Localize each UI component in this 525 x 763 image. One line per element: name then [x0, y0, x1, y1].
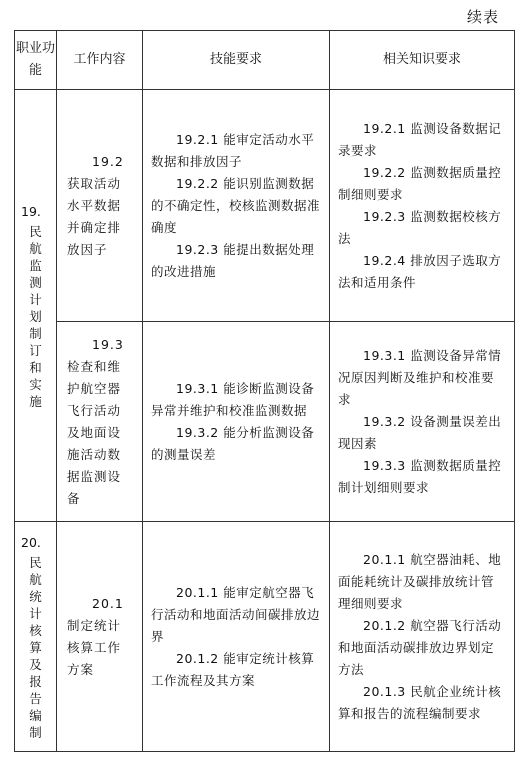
standards-table: [14, 30, 515, 752]
knowledge-item: 20.1.2 航空器飞行活动和地面活动碳排放边界划定方法: [338, 617, 502, 677]
function-number: 20.: [21, 535, 41, 550]
header-knowledge: 相关知识要求: [330, 31, 515, 90]
header-work-content: 工作内容: [57, 31, 143, 90]
knowledge-item: 19.2.4 排放因子选取方法和适用条件: [338, 252, 502, 290]
skill-item: 19.3.2 能分析监测设备的测量误差: [151, 424, 315, 462]
knowledge-cell: [330, 322, 515, 522]
work-content-text: 19.2 获取活动水平数据并确定排放因子: [67, 153, 138, 257]
skill-item: 19.3.1 能诊断监测设备异常并维护和校准监测数据: [151, 380, 315, 418]
knowledge-item: 19.2.2 监测数据质量控制细则要求: [338, 164, 502, 202]
work-content-cell: [57, 322, 143, 522]
skill-item: 20.1.2 能审定统计核算工作流程及其方案: [151, 650, 315, 688]
knowledge-item: 19.3.2 设备测量误差出现因素: [338, 413, 502, 451]
header-skills: 技能要求: [143, 31, 330, 90]
continued-label: 续表: [466, 8, 499, 26]
table-row: [15, 322, 515, 522]
skill-item: 19.2.3 能提出数据处理的改进措施: [151, 241, 315, 279]
knowledge-item: 19.2.3 监测数据校核方法: [338, 208, 502, 246]
function-name: 民航监测计划制订和实施: [29, 224, 42, 409]
function-cell-20: [15, 522, 57, 752]
knowledge-item: 20.1.3 民航企业统计核算和报告的流程编制要求: [338, 683, 502, 721]
table-row: [15, 90, 515, 322]
header-row: [15, 31, 515, 90]
skill-item: 19.2.2 能识别监测数据的不确定性，校核监测数据准确度: [151, 175, 321, 235]
table-row: [15, 522, 515, 752]
work-content-cell: [57, 90, 143, 322]
work-content-text: 20.1 制定统计核算工作方案: [67, 595, 138, 677]
function-cell-19: [15, 90, 57, 522]
knowledge-item: 19.3.3 监测数据质量控制计划细则要求: [338, 457, 502, 495]
work-content-cell: [57, 522, 143, 752]
knowledge-item: 19.3.1 监测设备异常情况原因判断及维护和校准要求: [338, 347, 502, 407]
function-name: 民航统计核算及报告编制: [29, 555, 42, 740]
knowledge-item: 19.2.1 监测设备数据记录要求: [338, 120, 502, 158]
skills-cell: [143, 522, 330, 752]
skills-cell: [143, 322, 330, 522]
skills-cell: [143, 90, 330, 322]
function-number: 19.: [21, 204, 41, 219]
knowledge-cell: [330, 522, 515, 752]
work-content-text: 19.3 检查和维护航空器飞行活动及地面设施活动数据监测设备: [67, 336, 138, 506]
knowledge-item: 20.1.1 航空器油耗、地面能耗统计及碳排放统计管理细则要求: [338, 551, 502, 611]
skill-item: 20.1.1 能审定航空器飞行活动和地面活动间碳排放边界: [151, 584, 321, 644]
skill-item: 19.2.1 能审定活动水平数据和排放因子: [151, 131, 315, 169]
knowledge-cell: [330, 90, 515, 322]
header-function: 职业功能: [15, 31, 57, 90]
